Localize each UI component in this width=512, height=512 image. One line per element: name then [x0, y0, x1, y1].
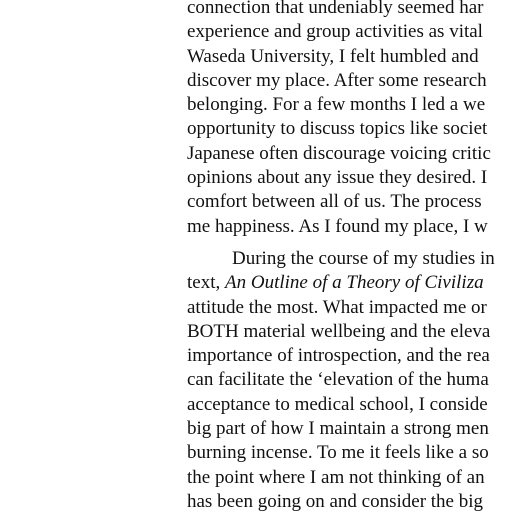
text-line: me happiness. As I found my place, I w — [187, 215, 488, 237]
text-line: comfort between all of us. The process — [187, 191, 482, 213]
text-line: opinions about any issue they desired. I — [187, 167, 488, 189]
text-line: Japanese often discourage voicing critic — [187, 142, 491, 164]
text-line: acceptance to medical school, I conside — [187, 393, 488, 415]
text-line-prefix: text, — [187, 272, 225, 294]
text-line: During the course of my studies in — [232, 248, 495, 269]
text-line: BOTH material wellbeing and the eleva — [187, 320, 491, 342]
text-line: belonging. For a few months I led a we — [187, 94, 486, 116]
text-line — [187, 271, 512, 295]
text-line: opportunity to discuss topics like societ — [187, 118, 488, 140]
text-line: Waseda University, I felt humbled and — [187, 45, 479, 67]
text-line: can facilitate the ‘elevation of the huma — [187, 369, 489, 391]
text-line: connection that undeniably seemed har — [187, 0, 484, 18]
text-line: has been going on and consider the big — [187, 490, 484, 512]
text-line: importance of introspection, and the rea — [187, 345, 490, 367]
text-line: discover my place. After some research — [187, 69, 487, 91]
paragraph-2 — [187, 247, 512, 512]
text-line: big part of how I maintain a strong men — [187, 418, 489, 440]
book-title: An Outline of a Theory of Civiliza — [225, 272, 484, 294]
text-line: the point where I am not thinking of an — [187, 466, 485, 488]
text-line: attitude the most. What impacted me or — [187, 296, 487, 318]
paragraph-1 — [187, 0, 512, 239]
text-line: experience and group activities as vital — [187, 21, 483, 43]
text-line: burning incense. To me it feels like a so — [187, 442, 489, 464]
